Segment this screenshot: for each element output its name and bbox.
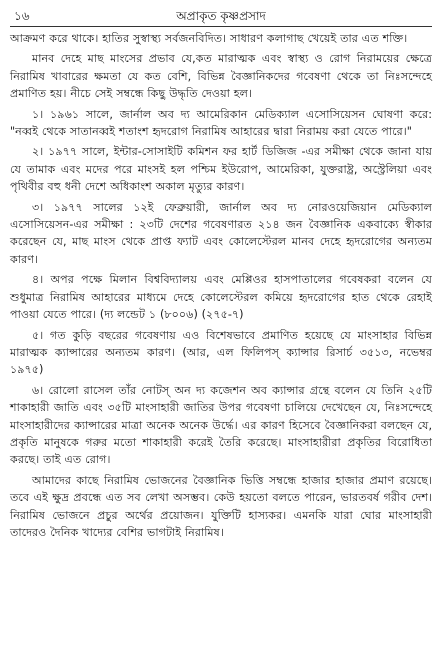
book-title: অপ্রাকৃত কৃষ্ণপ্রসাদ <box>176 9 266 23</box>
page-number: ১৬ <box>14 9 30 23</box>
paragraph-conclusion: আমাদের কাছে নিরামিষ ভোজনের বৈজ্ঞানিক ভিত্তি সম্বন্ধে হাজার হাজার প্রমাণ রয়েছে। তবে এই ক্ষুদ্র প্রবন্ধে এত সব লেখা অসম্ভব। কেউ হয়তো বলতে পারেন, ভারতবর্ষ গরীব দেশ। নিরামিষ ভোজনে প্রচুর অর্থের প্রয়োজন। যুক্তিটি হাস্যকর। এমনকি যারা ঘোর মাংসাহারী তাদেরও দৈনিক খাদ্যের বেশির ভাগটাই নিরামিষ। <box>10 473 432 539</box>
paragraph-intro: মানব দেহে মাছ মাংসের প্রভাব যে,কত মারাত্মক এবং স্বাস্থ্য ও রোগ নিরাময়ের ক্ষেত্রে নিরামিষ খাবারের ক্ষমতা যে কত বেশি, বিভিন্ন বৈজ্ঞানিকদের গবেষণা থেকে তা নিঃসন্দেহে প্রমাণিত হয়। নীচে সেই সম্বন্ধে কিছু উদ্ধৃতি দেওয়া হল। <box>10 52 432 101</box>
page-header <box>10 6 432 27</box>
paragraph-point-5: ৫। গত কুড়ি বছরের গবেষণায় এও বিশেষভাবে প্রমাণিত হয়েছে যে মাংসাহার বিভিন্ন মারাত্মক ক্যান্সারের অন্যতম কারণ। (আর, এল ফিলিপস্ ক্যান্সার রিসার্চ ৩৫১৩, নভেম্বর ১৯৭৫) <box>10 328 432 377</box>
paragraph-continuation: আক্রমণ করে থাকে। হাতির সুস্বাস্থ্য সর্বজনবিদিত। সাধারণ কলাগাছ খেয়েই তার এত শক্তি। <box>10 32 408 45</box>
paragraph-point-1: ১। ১৯৬১ সালে, জার্নাল অব দ্য আমেরিকান মেডিক্যাল এসোসিয়েসন ঘোষণা করে: "নব্বই থেকে সাতানব্বই শতাংশ হৃদরোগ নিরামিষ আহারের দ্বারা নিরাময় করা যেতে পারে।" <box>10 107 432 139</box>
paragraph-point-4: ৪। অপর পক্ষে মিলান বিশ্ববিদ্যালয় এবং মেপ্পিওর হাসপাতালের গবেষকরা বলেন যে শুধুমাত্র নিরামিষ আহারের মাধ্যমে দেহে কোলেস্টেরল কমিয়ে হৃদরোগের হাত থেকে রেহাই পাওয়া যেতে পারে। (দ্য লন্ডেট ১ (৮০০৬) (২৭৫-৭) <box>10 273 432 322</box>
paragraph-point-6: ৬। রোলো রাসেল তাঁর নোটস্ অন দ্য কজেশন অব ক্যান্সার গ্রন্থে বলেন যে তিনি ২৫টি শাকাহারী জাতি এবং ৩৫টি মাংসাহারী জাতির উপর গবেষণা চালিয়ে দেখেছেন যে, নিঃসন্দেহে মাংসাহারীদের ক্যান্সারের মাত্রা অনেক অনেক উর্দ্ধে। এর কারণ হিসেবে বৈজ্ঞানিকরা বলছেন যে, প্রকৃতি মানুষকে গরুর মতো শাকাহারী করেই তৈরি করেছে। মাংসাহারীরা প্রকৃতির বিরোধিতা করছে। তাই এত রোগ। <box>10 383 432 467</box>
paragraph-point-3: ৩। ১৯৭৭ সালের ১২ই ফেব্রুয়ারী, জার্নাল অব দ্য নোরওয়েজিয়ান মেডিক্যাল এসোসিয়েসন-এর সমীক্ষা : ২৩টি দেশের গবেষণারত ২১৪ জন বৈজ্ঞানিক একবাক্যে স্বীকার করেছেন যে, মাছ মাংস থেকে প্রাপ্ত ফ্যাট এবং কোলেস্টেরল মানব দেহে হৃদরোগের অন্যতম কারণ। <box>10 200 432 266</box>
paragraph-point-2: ২। ১৯৭৭ সালে, ইন্টার-সোসাইটি কমিশন ফর হার্ট ডিজিজ -এর সমীক্ষা থেকে জানা যায় যে তামাক এবং মদের পরে মাংসই হল পশ্চিম ইউরোপ, আমেরিকা, যুক্তরাষ্ট্র, অস্ট্রেলিয়া এবং পৃথিবীর বহু ধনী দেশে অধিকাংশ অকাল মৃত্যুর কারণ। <box>10 145 432 194</box>
